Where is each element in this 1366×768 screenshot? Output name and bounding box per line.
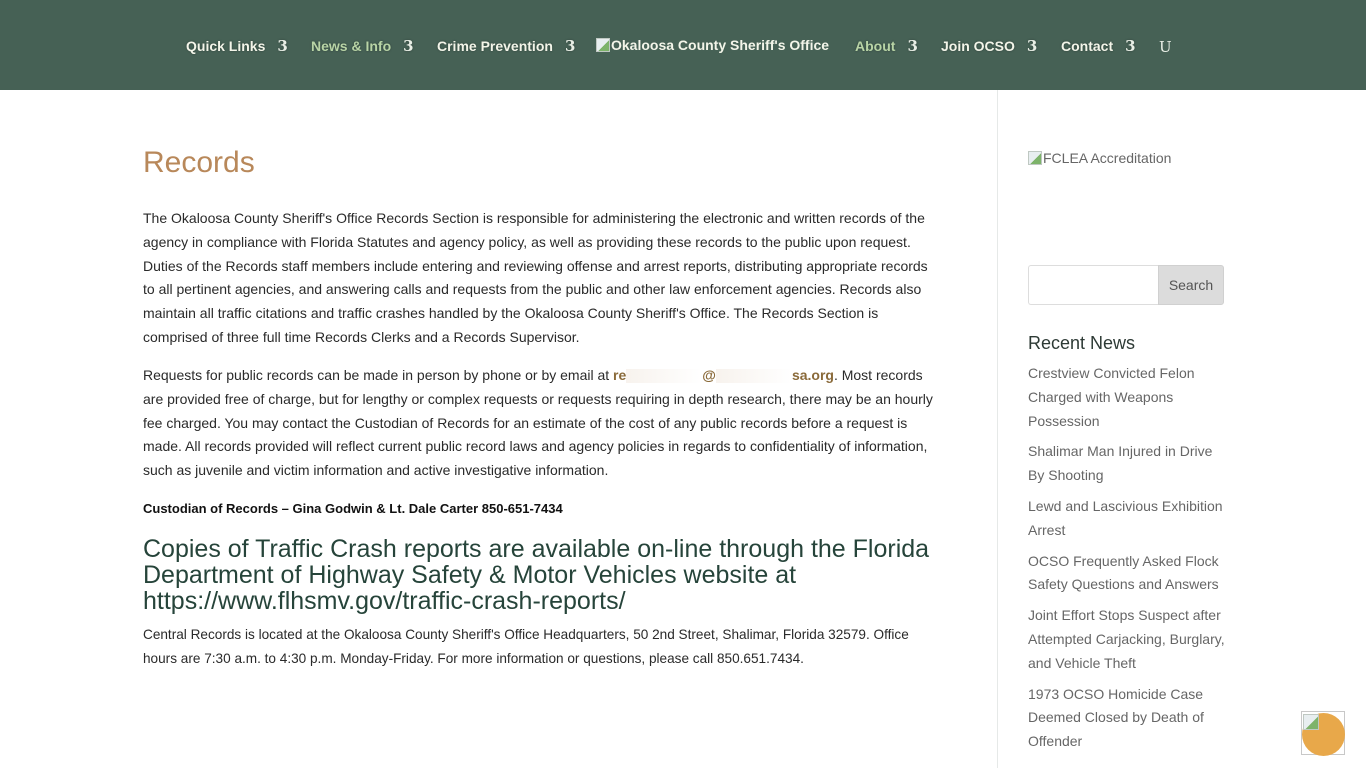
top-navigation [0, 0, 1366, 90]
email-link[interactable] [613, 367, 834, 383]
nav-item-news-info[interactable] [311, 37, 414, 55]
chevron-down-icon: 3 [907, 37, 918, 55]
nav-item-about[interactable] [855, 37, 918, 55]
paragraph-text: . Most records are provided free of charge, but for lengthy or complex requests or requests requiring in depth research, there may be an hourly fee charged. You may contact the Custodian of Records for an estimate of the cost of any public records before a request is made. All records provided will reflect current public record laws and agency policies in regards to confidentiality of information, such as juvenile and victim information and active investigative information. [143, 367, 933, 479]
nav-label: Crime Prevention [437, 38, 553, 54]
news-link[interactable]: Lewd and Lascivious Exhibition Arrest [1028, 497, 1223, 538]
recent-news-heading: Recent News [1028, 333, 1136, 353]
accreditation-image[interactable] [1028, 150, 1171, 166]
recent-news-list [1028, 362, 1228, 761]
nav-label: Join OCSO [941, 38, 1015, 54]
broken-image-icon [596, 38, 610, 52]
news-link[interactable]: Shalimar Man Injured in Drive By Shooting [1028, 443, 1213, 484]
traffic-crash-heading: Copies of Traffic Crash reports are available on-line through the Florida Department of Highway Safety & Motor Vehicles website at https://www.flhsmv.gov/traffic-crash-reports/ [143, 535, 930, 615]
accreditation-alt-text: FCLEA Accreditation [1043, 150, 1172, 166]
nav-item-quick-links[interactable] [186, 37, 288, 55]
public-requests-paragraph [143, 364, 941, 483]
records-intro-paragraph: The Okaloosa County Sheriff's Office Records Section is responsible for administering the electronic and written records of the agency in compliance with Florida Statutes and agency policy, as well as providing these records to the public upon request. Duties of the Records staff members include entering and reviewing offense and arrest reports, distributing appropriate records to all pertinent agencies, and answering calls and requests from the public and other law enforcement agencies. Records also maintain all traffic citations and traffic crashes handled by the Okaloosa County Sheriff's Office. The Records Section is comprised of three full time Records Clerks and a Records Supervisor. [143, 210, 928, 345]
paragraph-text: Requests for public records can be made in person by phone or by email at [143, 367, 614, 383]
page-title: Records [143, 146, 255, 179]
email-end: sa.org [791, 367, 834, 383]
redacted-region [626, 369, 702, 383]
broken-image-icon [1028, 151, 1042, 165]
chevron-down-icon: 3 [277, 37, 288, 55]
broken-image-icon [1303, 714, 1319, 730]
nav-item-crime-prevention[interactable] [437, 37, 575, 55]
site-logo-link[interactable] [596, 37, 829, 53]
email-start: re [613, 367, 627, 383]
nav-label: News & Info [311, 38, 392, 54]
news-link[interactable]: Crestview Convicted Felon Charged with Weapons Possession [1028, 365, 1195, 429]
chat-widget-button[interactable] [1301, 711, 1345, 755]
nav-label: Contact [1061, 38, 1114, 54]
search-input[interactable] [1028, 265, 1158, 305]
nav-item-contact[interactable] [1061, 37, 1136, 55]
chevron-down-icon: 3 [564, 37, 576, 55]
search-icon[interactable]: U [1159, 38, 1172, 56]
chevron-down-icon: 3 [1026, 37, 1038, 55]
sidebar-search-form [1028, 265, 1224, 305]
email-at: @ [702, 367, 716, 383]
news-link[interactable]: 1973 OCSO Homicide Case Deemed Closed by Death of Offender [1028, 685, 1204, 750]
central-records-paragraph: Central Records is located at the Okaloosa County Sheriff's Office Headquarters, 50 2nd Street, Shalimar, Florida 32579. Office hours are 7:30 a.m. to 4:30 p.m. Monday-Friday. For more information or questions, please call 850.651.7434. [143, 627, 909, 666]
nav-label: About [855, 38, 896, 54]
sidebar [997, 90, 1366, 768]
chevron-down-icon: 3 [1125, 37, 1136, 55]
news-link[interactable]: OCSO Frequently Asked Flock Safety Questions and Answers [1028, 552, 1219, 593]
nav-label: Quick Links [186, 38, 266, 54]
chevron-down-icon: 3 [403, 37, 414, 55]
news-link[interactable]: Joint Effort Stops Suspect after Attempted Carjacking, Burglary, and Vehicle Theft [1028, 607, 1225, 671]
custodian-of-records: Custodian of Records – Gina Godwin & Lt. Dale Carter 850-651-7434 [143, 501, 563, 516]
nav-menu [0, 0, 1366, 90]
search-button[interactable]: Search [1158, 265, 1224, 305]
logo-alt-text: Okaloosa County Sheriff's Office [611, 37, 830, 53]
nav-item-join-ocso[interactable] [941, 37, 1037, 55]
redacted-region [716, 369, 792, 383]
